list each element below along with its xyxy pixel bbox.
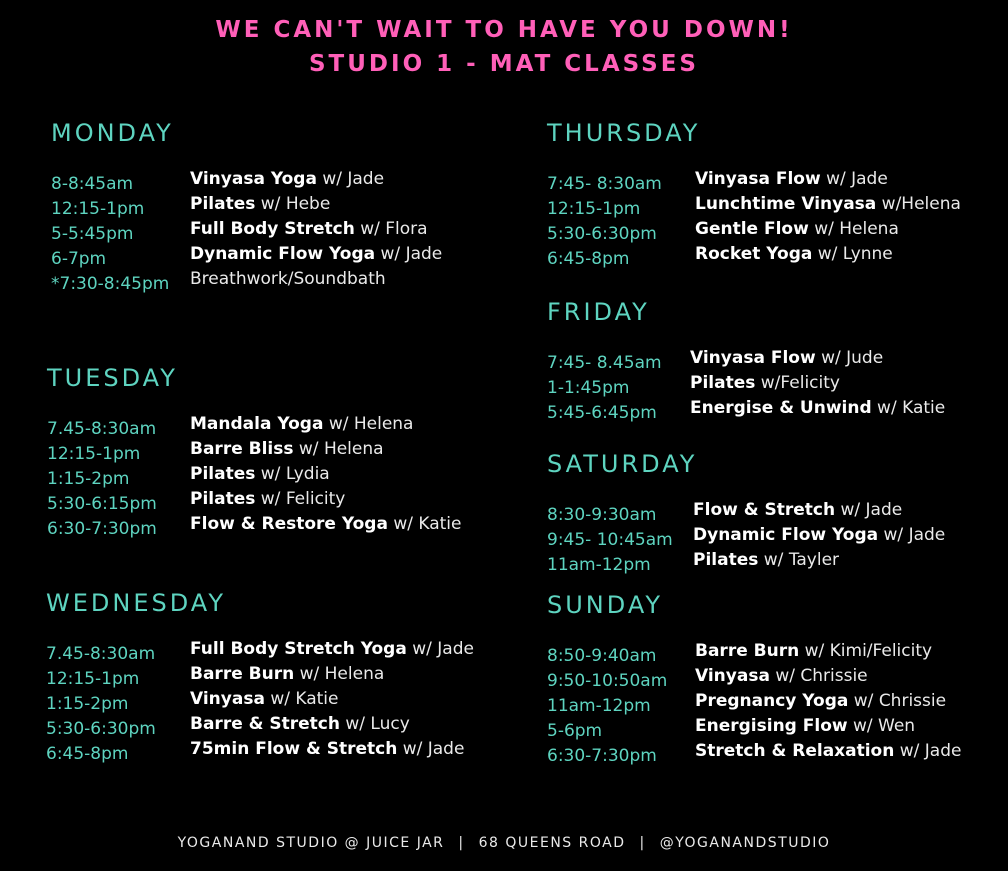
class-time: *7:30-8:45pm [51, 274, 170, 294]
class-name: Pilates [190, 489, 256, 509]
class-teacher: w/ Helena [293, 439, 384, 459]
class-time: 8-8:45am [51, 174, 134, 194]
day-title-wednesday: WEDNESDAY [46, 589, 226, 617]
class-time: 9:50-10:50am [547, 671, 668, 691]
class-teacher: w/ Helena [808, 219, 899, 239]
class-row [46, 664, 385, 689]
class-teacher: w/ Hebe [255, 194, 331, 214]
class-row [547, 525, 946, 550]
class-teacher: w/ Kimi/Felicity [799, 641, 933, 661]
class-list-thursday [547, 169, 961, 269]
class-name: Full Body Stretch [190, 219, 355, 239]
day-sunday [547, 591, 962, 766]
class-time: 1-1:45pm [547, 378, 630, 398]
class-desc [190, 514, 462, 534]
class-name: Vinyasa [695, 666, 770, 686]
class-row [47, 464, 330, 489]
class-teacher: w/ Lynne [812, 244, 893, 264]
class-name: 75min Flow & Stretch [190, 739, 398, 759]
class-row [547, 398, 946, 423]
class-name: Barre Burn [190, 664, 295, 684]
class-row [51, 244, 443, 269]
class-time: 11am-12pm [547, 555, 651, 575]
class-name: Gentle Flow [695, 219, 809, 239]
day-tuesday [47, 364, 462, 539]
class-teacher: w/ Katie [387, 514, 462, 534]
class-time: 7.45-8:30am [47, 419, 157, 439]
class-name: Pilates [693, 550, 759, 570]
class-name: Barre & Stretch [190, 714, 340, 734]
class-time: 12:15-1pm [46, 669, 140, 689]
class-row [547, 500, 903, 525]
class-time: 12:15-1pm [51, 199, 145, 219]
class-desc [695, 244, 893, 264]
class-time: 1:15-2pm [47, 469, 130, 489]
class-teacher: w/ Lucy [339, 714, 410, 734]
class-teacher: w/Felicity [755, 373, 840, 393]
class-desc [190, 664, 384, 684]
class-time: 11am-12pm [547, 696, 651, 716]
class-time: 8:50-9:40am [547, 646, 657, 666]
class-teacher: w/ Katie [871, 398, 946, 418]
class-list-friday [547, 348, 946, 423]
class-row [547, 169, 888, 194]
class-teacher: w/ Chrissie [769, 666, 868, 686]
class-row [547, 741, 962, 766]
class-name: Vinyasa Flow [695, 169, 821, 189]
class-desc [190, 464, 330, 484]
class-row [547, 373, 840, 398]
class-list-saturday [547, 500, 946, 575]
class-teacher: w/ Katie [264, 689, 339, 709]
class-name: Energising Flow [695, 716, 848, 736]
class-name: Barre Bliss [190, 439, 294, 459]
day-wednesday [46, 589, 474, 764]
class-name: Pilates [190, 464, 256, 484]
class-row [46, 639, 474, 664]
class-row [46, 739, 465, 764]
day-title-monday: MONDAY [51, 119, 174, 147]
class-time: 8:30-9:30am [547, 505, 657, 525]
class-name: Vinyasa Yoga [190, 169, 317, 189]
class-desc [190, 489, 345, 509]
class-desc [693, 525, 945, 545]
class-time: 12:15-1pm [547, 199, 641, 219]
day-title-thursday: THURSDAY [547, 119, 701, 147]
class-row [51, 219, 428, 244]
class-row [547, 244, 893, 269]
class-desc [695, 169, 888, 189]
footer-separator: | [639, 835, 646, 851]
class-desc [695, 716, 915, 736]
class-row [547, 666, 868, 691]
class-teacher: w/ Helena [323, 414, 414, 434]
class-time: 5:30-6:30pm [547, 224, 657, 244]
class-name: Pilates [690, 373, 756, 393]
day-title-friday: FRIDAY [547, 298, 650, 326]
class-teacher: w/ Jade [397, 739, 465, 759]
class-time: 5-5:45pm [51, 224, 134, 244]
class-desc [190, 269, 386, 289]
class-desc [190, 439, 384, 459]
header-line-1: WE CAN'T WAIT TO HAVE YOU DOWN! [215, 17, 793, 43]
class-desc [695, 741, 961, 761]
class-time: 6:45-8pm [547, 249, 630, 269]
class-name: Stretch & Relaxation [695, 741, 895, 761]
class-time: 6:30-7:30pm [547, 746, 657, 766]
class-row [51, 269, 386, 294]
class-desc [695, 641, 932, 661]
class-desc [190, 714, 410, 734]
class-desc [190, 169, 384, 189]
class-name: Dynamic Flow Yoga [190, 244, 376, 264]
class-name: Lunchtime Vinyasa [695, 194, 877, 214]
class-desc [695, 219, 899, 239]
class-desc [190, 639, 474, 659]
class-time: 7:45- 8.45am [547, 353, 662, 373]
class-row [51, 169, 385, 194]
class-teacher: w/ Helena [294, 664, 385, 684]
class-time: 7:45- 8:30am [547, 174, 662, 194]
class-teacher: w/ Jade [878, 525, 946, 545]
class-name: Flow & Stretch [693, 500, 836, 520]
day-title-sunday: SUNDAY [547, 591, 664, 619]
class-desc [690, 348, 883, 368]
class-teacher: w/Helena [876, 194, 961, 214]
class-time: 6:45-8pm [46, 744, 129, 764]
class-desc [190, 219, 428, 239]
class-desc [695, 666, 868, 686]
class-row [547, 348, 884, 373]
class-desc [690, 398, 945, 418]
class-desc [190, 689, 339, 709]
class-name: Vinyasa Flow [690, 348, 816, 368]
day-title-tuesday: TUESDAY [47, 364, 178, 392]
class-time: 1:15-2pm [46, 694, 129, 714]
class-row [547, 641, 933, 666]
class-name: Rocket Yoga [695, 244, 813, 264]
class-desc [693, 550, 839, 570]
class-time: 6-7pm [51, 249, 107, 269]
class-row [547, 550, 840, 575]
class-teacher: w/ Jade [375, 244, 443, 264]
header-line-2: STUDIO 1 - MAT CLASSES [308, 51, 699, 77]
class-list-monday [51, 169, 443, 294]
class-name: Vinyasa [190, 689, 265, 709]
class-desc [693, 500, 902, 520]
class-list-sunday [547, 641, 962, 766]
class-desc [695, 691, 946, 711]
class-time: 7.45-8:30am [46, 644, 156, 664]
day-saturday [547, 450, 946, 575]
class-row [47, 439, 384, 464]
class-teacher: w/ Flora [354, 219, 428, 239]
day-friday [547, 298, 946, 423]
class-row [47, 414, 414, 439]
class-desc [690, 373, 840, 393]
class-name: Flow & Restore Yoga [190, 514, 388, 534]
class-teacher: w/ Felicity [255, 489, 346, 509]
class-time: 12:15-1pm [47, 444, 141, 464]
class-name: Full Body Stretch Yoga [190, 639, 407, 659]
class-row [51, 194, 331, 219]
footer-address: 68 QUEENS ROAD [478, 835, 626, 851]
class-time: 5-6pm [547, 721, 603, 741]
class-row [547, 219, 899, 244]
footer [0, 835, 1008, 851]
class-teacher: w/ Jade [406, 639, 474, 659]
class-teacher: w/ Jade [820, 169, 888, 189]
class-teacher: w/ Chrissie [848, 691, 947, 711]
class-row [547, 194, 961, 219]
class-list-wednesday [46, 639, 474, 764]
class-row [46, 689, 339, 714]
class-name: Energise & Unwind [690, 398, 872, 418]
class-time: 6:30-7:30pm [47, 519, 157, 539]
class-time: 5:45-6:45pm [547, 403, 657, 423]
class-time: 5:30-6:15pm [47, 494, 157, 514]
class-teacher: Breathwork/Soundbath [190, 269, 386, 289]
class-teacher: w/ Lydia [255, 464, 330, 484]
footer-separator: | [458, 835, 465, 851]
class-name: Pregnancy Yoga [695, 691, 849, 711]
class-teacher: w/ Jade [316, 169, 385, 189]
class-name: Mandala Yoga [190, 414, 324, 434]
class-teacher: w/ Jade [835, 500, 903, 520]
class-name: Dynamic Flow Yoga [693, 525, 879, 545]
day-thursday [547, 119, 961, 269]
class-teacher: w/ Jade [894, 741, 962, 761]
class-time: 9:45- 10:45am [547, 530, 673, 550]
class-list-tuesday [47, 414, 462, 539]
class-desc [190, 414, 413, 434]
class-row [46, 714, 410, 739]
class-desc [190, 739, 464, 759]
footer-studio: YOGANAND STUDIO @ JUICE JAR [177, 835, 445, 851]
class-row [547, 691, 947, 716]
class-desc [695, 194, 961, 214]
class-row [547, 716, 916, 741]
class-name: Barre Burn [695, 641, 800, 661]
class-desc [190, 244, 442, 264]
day-monday [51, 119, 443, 294]
class-desc [190, 194, 330, 214]
day-title-saturday: SATURDAY [547, 450, 698, 478]
class-name: Pilates [190, 194, 256, 214]
footer-handle: @YOGANANDSTUDIO [659, 835, 831, 851]
class-time: 5:30-6:30pm [46, 719, 156, 739]
class-row [47, 489, 346, 514]
class-teacher: w/ Wen [847, 716, 916, 736]
class-row [47, 514, 462, 539]
class-teacher: w/ Jude [815, 348, 884, 368]
class-teacher: w/ Tayler [758, 550, 840, 570]
